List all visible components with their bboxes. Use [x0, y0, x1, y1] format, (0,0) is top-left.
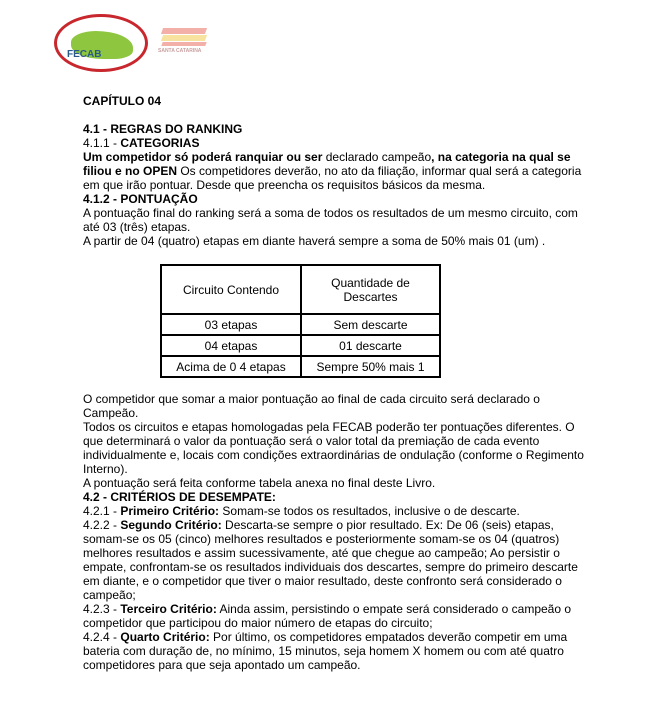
- text-line: [83, 588, 603, 602]
- body-text: bateria com duração de, no mínimo, 15 minutos, seja homem X homem ou com até quatro: [83, 644, 564, 658]
- text-line: [83, 234, 603, 248]
- bold-text: CATEGORIAS: [120, 136, 200, 150]
- text-line: [83, 574, 603, 588]
- text-line: [83, 206, 603, 220]
- text-line: [83, 94, 603, 108]
- text-line: [83, 434, 603, 448]
- table-header-row: [161, 265, 440, 314]
- table-cell: 04 etapas: [161, 335, 301, 356]
- body-text: somam-se os 05 (cinco) melhores resultados e posteriormente somam-se os 04 (quatros): [83, 532, 560, 546]
- table-cell: 03 etapas: [161, 314, 301, 335]
- table-row: [161, 356, 440, 377]
- bold-text: 4.1.2 - PONTUAÇÃO: [83, 192, 198, 206]
- bold-text: Segundo Critério:: [120, 518, 222, 532]
- body-text: em que irão pontuar. Desde que preencha os requisitos básicos da mesma.: [83, 178, 486, 192]
- table-row: [161, 335, 440, 356]
- text-line: [83, 136, 603, 150]
- text-line: [83, 462, 603, 476]
- body-text: em diante, e o competidor que tiver o maior resultado, deste confronto será considerado o: [83, 574, 562, 588]
- text-line: [83, 560, 603, 574]
- body-text: 4.2.1 -: [83, 504, 121, 518]
- bold-text: Terceiro Critério:: [120, 602, 217, 616]
- text-line: [83, 546, 603, 560]
- body-text: Descarta-se sempre o pior resultado. Ex: De 06 (seis) etapas,: [221, 518, 554, 532]
- text-line: [83, 108, 603, 122]
- body-text: Por último, os competidores empatados deverão competir em uma: [209, 630, 568, 644]
- text-line: [83, 164, 603, 178]
- text-line: [83, 448, 603, 462]
- fecab-logo: [54, 14, 148, 72]
- santa-catarina-text: SANTA CATARINA: [158, 48, 202, 54]
- fecab-logo-text: FECAB: [67, 49, 102, 60]
- bold-text: Quarto Critério:: [120, 630, 210, 644]
- text-line: [83, 420, 603, 434]
- text-line: [83, 178, 603, 192]
- body-text: competidor que participou do maior número de etapas do circuito;: [83, 616, 433, 630]
- body-text: melhores resultados e assim sucessivamente, até que chegue ao campeão; Ao persistir o: [83, 546, 560, 560]
- text-line: [83, 392, 603, 406]
- bold-text: 4.2 - CRITÉRIOS DE DESEMPATE:: [83, 490, 276, 504]
- body-text: A pontuação final do ranking será a soma de todos os resultados de um mesmo circuito, com: [83, 206, 578, 220]
- body-text: Ainda assim, persistindo o empate será considerado o campeão o: [216, 602, 572, 616]
- body-text: Campeão.: [83, 406, 139, 420]
- table-row: [161, 314, 440, 335]
- santa-catarina-logo: [158, 26, 210, 54]
- body-text: Somam-se todos os resultados, inclusive o de descarte.: [219, 504, 520, 518]
- text-line: [83, 518, 603, 532]
- text-line: [83, 504, 603, 518]
- text-line: [83, 532, 603, 546]
- discard-table: [160, 264, 441, 378]
- body-text: O competidor que somar a maior pontuação ao final de cada circuito será declarado o: [83, 392, 540, 406]
- body-text: que determinará o valor da pontuação será o valor total da premiação de cada evento: [83, 434, 540, 448]
- text-line: [83, 150, 603, 164]
- table-cell: Sempre 50% mais 1: [301, 356, 440, 377]
- text-line: [83, 490, 603, 504]
- body-text: individualmente e, locais com condições extraordinárias de ondulação (conforme o Regimento: [83, 448, 584, 462]
- table-header-cell: Circuito Contendo: [161, 265, 301, 314]
- bold-text: CAPÍTULO 04: [83, 94, 162, 108]
- text-line: [83, 220, 603, 234]
- bold-text: , na categoria na qual se: [431, 150, 571, 164]
- body-text: 4.2.2 -: [83, 518, 121, 532]
- bold-text: filiou e no OPEN: [83, 164, 178, 178]
- text-line: [83, 630, 603, 644]
- body-text: até 03 (três) etapas.: [83, 220, 191, 234]
- body-text: Interno).: [83, 462, 128, 476]
- section-bottom-text: [83, 392, 603, 672]
- text-line: [83, 602, 603, 616]
- table-header-cell: Quantidade de Descartes: [301, 265, 440, 314]
- section-top-text: [83, 94, 603, 248]
- body-text: Todos os circuitos e etapas homologadas pela FECAB poderão ter pontuações diferentes. O: [83, 420, 575, 434]
- body-text: A pontuação será feita conforme tabela anexa no final deste Livro.: [83, 476, 436, 490]
- text-line: [83, 192, 603, 206]
- table-cell: Acima de 0 4 etapas: [161, 356, 301, 377]
- body-text: competidores para que seja apontado um campeão.: [83, 658, 361, 672]
- body-text: campeão;: [83, 588, 136, 602]
- body-text: A partir de 04 (quatro) etapas em diante haverá sempre a soma de 50% mais 01 (um) .: [83, 234, 546, 248]
- text-line: [83, 122, 603, 136]
- text-line: [83, 476, 603, 490]
- table-cell: 01 descarte: [301, 335, 440, 356]
- body-text: empate, confrontam-se os resultados individuais dos descartes, sempre do primeiro descarte: [83, 560, 578, 574]
- body-text: 4.1.1 -: [83, 136, 121, 150]
- bold-text: 4.1 - REGRAS DO RANKING: [83, 122, 243, 136]
- body-text: 4.2.4 -: [83, 630, 121, 644]
- body-text: Os competidores deverão, no ato da filiação, informar qual será a categoria: [177, 164, 582, 178]
- bold-text: Um competidor só poderá ranquiar ou ser: [83, 150, 326, 164]
- body-text: 4.2.3 -: [83, 602, 121, 616]
- text-line: [83, 406, 603, 420]
- text-line: [83, 616, 603, 630]
- text-line: [83, 644, 603, 658]
- bold-text: Primeiro Critério:: [120, 504, 220, 518]
- table-cell: Sem descarte: [301, 314, 440, 335]
- body-text: declarado campeão: [325, 150, 432, 164]
- text-line: [83, 658, 603, 672]
